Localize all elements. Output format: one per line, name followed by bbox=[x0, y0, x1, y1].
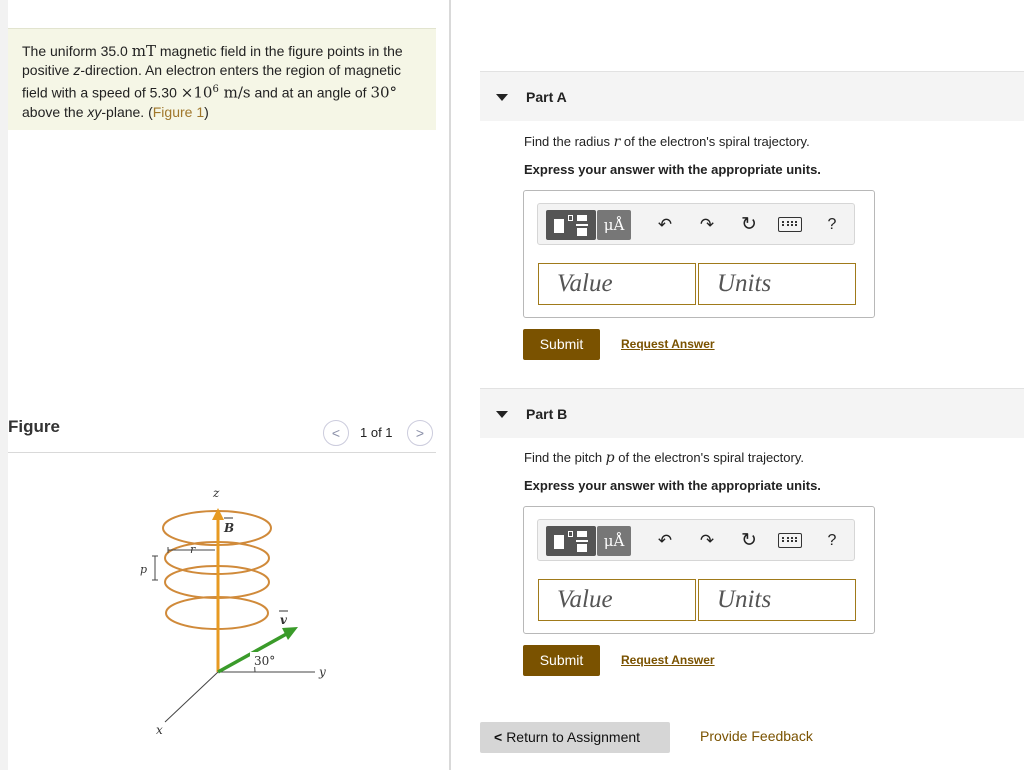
angle-value: 30° bbox=[370, 83, 398, 102]
units-input[interactable]: Units bbox=[698, 579, 856, 621]
times-symbol: × bbox=[180, 83, 194, 102]
pitch-label: p bbox=[140, 563, 148, 576]
template-icon bbox=[554, 535, 564, 549]
units-button[interactable]: μÅ bbox=[597, 210, 631, 240]
problem-text: ) bbox=[204, 103, 209, 120]
column-divider bbox=[449, 0, 451, 770]
provide-feedback-link[interactable]: Provide Feedback bbox=[700, 728, 813, 744]
return-to-assignment-button[interactable] bbox=[480, 722, 670, 753]
template-icon bbox=[576, 224, 588, 226]
previous-figure-button[interactable]: < bbox=[323, 420, 349, 446]
z-axis-label: z bbox=[213, 486, 220, 500]
problem-text: The uniform 35.0 bbox=[22, 43, 132, 59]
problem-text: and at an angle of bbox=[250, 84, 371, 101]
pitch-variable: p bbox=[605, 450, 615, 466]
question-text: of the electron's spiral trajectory. bbox=[620, 134, 810, 149]
keyboard-keys bbox=[782, 221, 797, 226]
math-toolbar bbox=[537, 519, 855, 561]
left-column bbox=[0, 0, 450, 770]
question-text: Find the radius bbox=[524, 134, 614, 149]
reset-icon[interactable]: ↻ bbox=[741, 214, 757, 235]
submit-button[interactable]: Submit bbox=[523, 645, 600, 676]
field-unit: mT bbox=[131, 42, 156, 60]
part-a-instruction: Express your answer with the appropriate units. bbox=[524, 162, 821, 177]
redo-icon[interactable]: ↷ bbox=[699, 215, 715, 234]
x-axis bbox=[165, 672, 218, 722]
template-icon bbox=[568, 215, 573, 221]
part-b-question bbox=[524, 450, 804, 466]
z-variable: z bbox=[73, 62, 81, 78]
value-input[interactable]: Value bbox=[538, 263, 696, 305]
problem-statement bbox=[8, 28, 436, 130]
help-icon[interactable]: ? bbox=[827, 216, 837, 233]
x-axis-label: x bbox=[156, 723, 163, 737]
math-toolbar bbox=[537, 203, 855, 245]
return-label: Return to Assignment bbox=[506, 729, 641, 745]
collapse-caret-icon bbox=[496, 411, 508, 418]
helix-figure bbox=[120, 470, 350, 750]
question-text: Find the pitch bbox=[524, 450, 606, 465]
power-exponent: 6 bbox=[212, 84, 219, 95]
radius-label: r bbox=[190, 543, 196, 556]
keyboard-icon[interactable] bbox=[778, 533, 802, 548]
power-base: 10 bbox=[193, 83, 213, 102]
part-b-instruction: Express your answer with the appropriate units. bbox=[524, 478, 821, 493]
template-icon bbox=[577, 215, 587, 221]
problem-text: above the bbox=[22, 103, 88, 120]
speed-unit: m/s bbox=[218, 83, 251, 102]
v-vector-label: v bbox=[280, 613, 287, 627]
template-icon bbox=[577, 228, 587, 236]
reset-icon[interactable]: ↻ bbox=[741, 530, 757, 551]
keyboard-icon[interactable] bbox=[778, 217, 802, 232]
units-button[interactable]: μÅ bbox=[597, 526, 631, 556]
figure-title: Figure bbox=[8, 417, 60, 436]
part-b-header[interactable] bbox=[480, 388, 1024, 438]
template-icon bbox=[568, 531, 573, 537]
template-icon bbox=[554, 219, 564, 233]
part-a-title: Part A bbox=[526, 89, 567, 105]
template-icon bbox=[576, 540, 588, 542]
units-input[interactable]: Units bbox=[698, 263, 856, 305]
b-vector-label: B bbox=[224, 521, 235, 535]
figure-header bbox=[8, 415, 436, 453]
chevron-left-icon: < bbox=[494, 729, 503, 745]
problem-text: -plane. ( bbox=[101, 103, 153, 120]
help-icon[interactable]: ? bbox=[827, 532, 837, 549]
part-b-answer-box bbox=[523, 506, 875, 634]
request-answer-link[interactable]: Request Answer bbox=[621, 653, 715, 667]
template-button[interactable] bbox=[546, 210, 596, 240]
undo-icon[interactable]: ↶ bbox=[657, 215, 673, 234]
value-input[interactable]: Value bbox=[538, 579, 696, 621]
figure-link[interactable]: Figure 1 bbox=[152, 103, 205, 120]
part-b-title: Part B bbox=[526, 406, 568, 422]
xy-plane: xy bbox=[87, 103, 102, 120]
template-icon bbox=[577, 531, 587, 537]
problem-text: -direction. An electron enters the region of magnetic field with a speed of 5.30 bbox=[22, 62, 401, 101]
template-button[interactable] bbox=[546, 526, 596, 556]
next-figure-button[interactable]: > bbox=[407, 420, 433, 446]
y-axis-label: y bbox=[319, 665, 326, 679]
problem-text: magnetic field in the figure points in the positive bbox=[22, 43, 403, 78]
undo-icon[interactable]: ↶ bbox=[657, 531, 673, 550]
submit-button[interactable]: Submit bbox=[523, 329, 600, 360]
figure-counter: 1 of 1 bbox=[360, 425, 393, 440]
request-answer-link[interactable]: Request Answer bbox=[621, 337, 715, 351]
template-icon bbox=[577, 544, 587, 552]
part-a-answer-box bbox=[523, 190, 875, 318]
left-gutter bbox=[0, 0, 8, 770]
angle-label: 30° bbox=[254, 654, 276, 668]
question-text: of the electron's spiral trajectory. bbox=[614, 450, 805, 465]
redo-icon[interactable]: ↷ bbox=[699, 531, 715, 550]
radius-variable: r bbox=[613, 134, 621, 150]
field-arrowhead bbox=[212, 508, 224, 520]
collapse-caret-icon bbox=[496, 94, 508, 101]
part-a-header[interactable] bbox=[480, 71, 1024, 121]
keyboard-keys bbox=[782, 537, 797, 542]
part-a-question bbox=[524, 134, 810, 150]
